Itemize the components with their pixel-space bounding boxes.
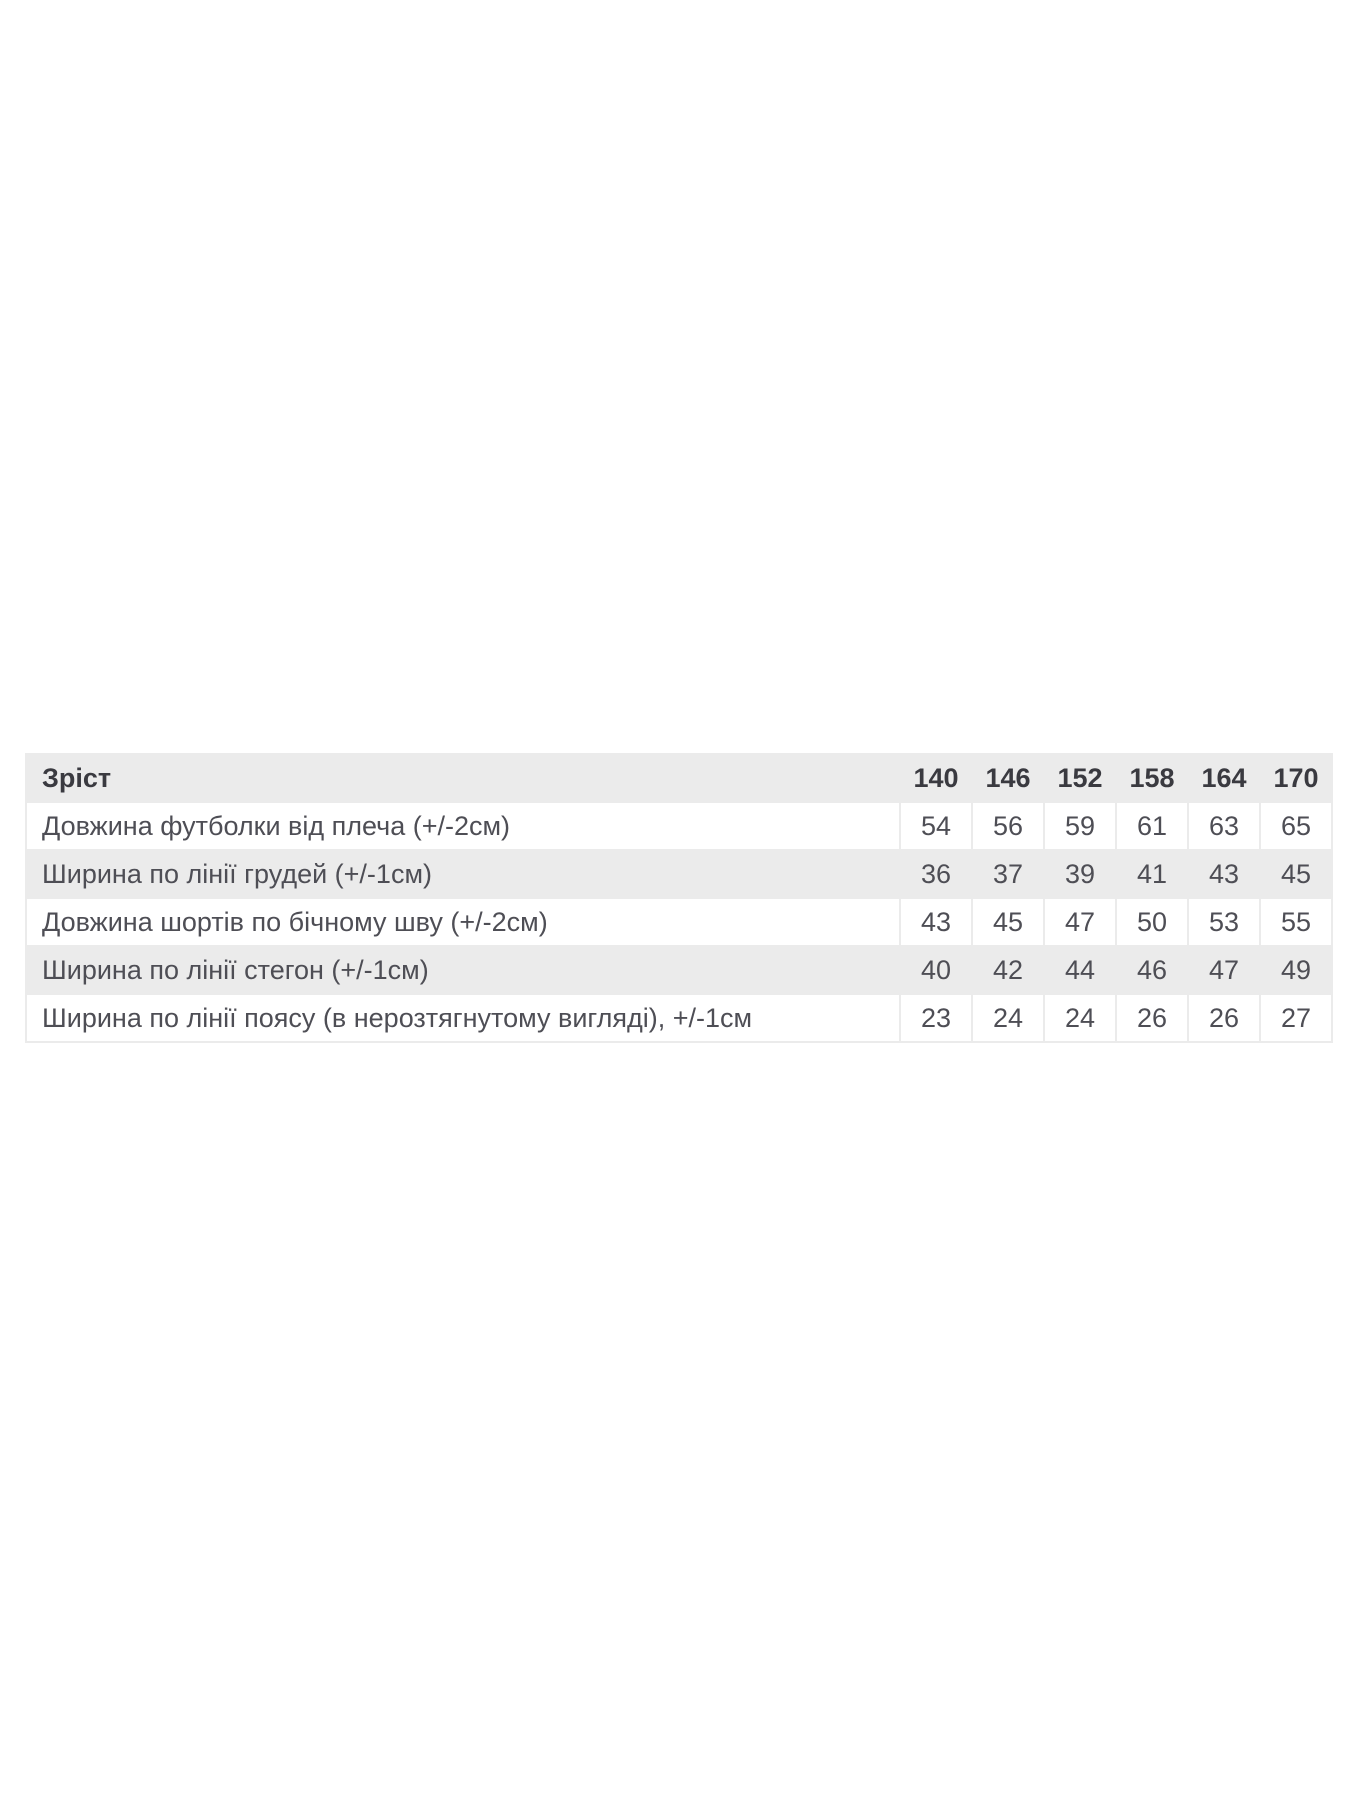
row-value: 27 [1261,995,1331,1041]
row-value: 42 [992,954,1024,985]
row-value: 54 [901,803,971,849]
row-value: 50 [1117,899,1187,945]
row-value: 59 [1045,803,1115,849]
table-row-shorts-length [27,899,1331,945]
row-value: 44 [1064,954,1096,985]
header-size-158: 158 [1129,762,1175,793]
row-label: Довжина футболки від плеча (+/-2см) [27,803,899,849]
row-value: 46 [1136,954,1168,985]
row-value: 55 [1261,899,1331,945]
row-label: Довжина шортів по бічному шву (+/-2см) [27,899,899,945]
row-value: 40 [920,954,952,985]
row-value: 63 [1189,803,1259,849]
row-value: 43 [1208,858,1240,889]
row-value: 39 [1064,858,1096,889]
header-height-label: Зріст [42,762,112,793]
table-row-hip-width [27,947,1331,993]
row-value: 36 [920,858,952,889]
table-row-chest-width [27,851,1331,897]
row-value: 49 [1280,954,1312,985]
row-value: 41 [1136,858,1168,889]
row-value: 61 [1117,803,1187,849]
row-value: 23 [901,995,971,1041]
row-value: 53 [1189,899,1259,945]
header-size-152: 152 [1057,762,1103,793]
row-value: 47 [1045,899,1115,945]
row-value: 37 [992,858,1024,889]
row-value: 47 [1208,954,1240,985]
row-value: 26 [1189,995,1259,1041]
size-chart-table [25,753,1333,1043]
row-label: Ширина по лінії грудей (+/-1см) [42,858,432,889]
header-size-140: 140 [913,762,959,793]
header-size-146: 146 [985,762,1031,793]
header-size-164: 164 [1201,762,1247,793]
row-value: 26 [1117,995,1187,1041]
row-value: 65 [1261,803,1331,849]
header-size-170: 170 [1273,762,1319,793]
table-row-tshirt-length [27,803,1331,849]
size-chart-header-row [27,755,1331,801]
row-label: Ширина по лінії стегон (+/-1см) [42,954,429,985]
row-value: 24 [1045,995,1115,1041]
row-value: 45 [973,899,1043,945]
row-value: 43 [901,899,971,945]
row-label: Ширина по лінії поясу (в нерозтягнутому вигляді), +/-1см [27,995,899,1041]
row-value: 45 [1280,858,1312,889]
row-value: 24 [973,995,1043,1041]
table-row-waist-width [27,995,1331,1041]
row-value: 56 [973,803,1043,849]
